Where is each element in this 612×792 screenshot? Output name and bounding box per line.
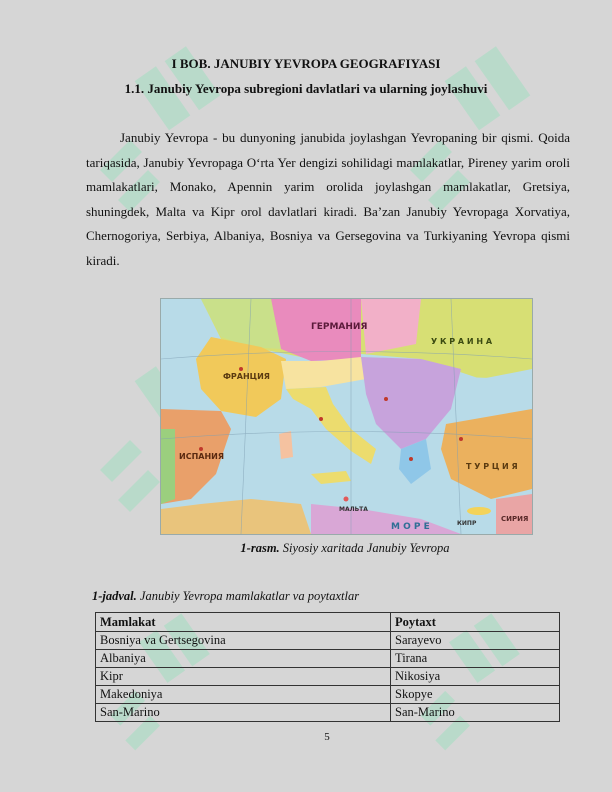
table-row (96, 704, 560, 722)
figure-caption (0, 541, 612, 556)
table-row (96, 668, 560, 686)
cell-country: Kipr (96, 668, 391, 686)
map-label-ukraine: У К Р А И Н А (431, 337, 493, 346)
section-heading: 1.1. Janubiy Yevropa subregioni davlatlari va ularning joylashuvi (124, 81, 488, 96)
table-caption (92, 589, 359, 604)
syria-region (496, 494, 532, 534)
figure-label: 1-rasm. (240, 541, 280, 555)
cell-capital: San-Marino (391, 704, 560, 722)
cell-capital: Tirana (391, 650, 560, 668)
cyprus-island (467, 507, 491, 515)
chapter-heading: I BOB. JANUBIY YEVROPA GEOGRAFIYASI (171, 56, 441, 71)
map-label-syria: СИРИЯ (501, 515, 529, 523)
sardinia-island (279, 431, 293, 459)
map-label-sea: М О Р Е (391, 522, 430, 532)
countries-capitals-table (95, 612, 560, 722)
map-label-cyprus: КИПР (457, 520, 477, 527)
malta-island (344, 497, 349, 502)
map-illustration (161, 299, 532, 534)
header-country: Mamlakat (96, 613, 391, 632)
portugal-region (161, 429, 175, 504)
cell-capital: Sarayevo (391, 632, 560, 650)
table-row (96, 686, 560, 704)
cell-country: Bosniya va Gertsegovina (96, 632, 391, 650)
map-label-spain: ИСПАНИЯ (179, 452, 225, 461)
cell-country: Albaniya (96, 650, 391, 668)
table-caption-text: Janubiy Yevropa mamlakatlar va poytaxtlar (139, 589, 360, 603)
map-label-germany: ГЕРМАНИЯ (311, 322, 368, 332)
page-number: 5 (324, 731, 330, 743)
political-map-figure (160, 298, 533, 535)
map-label-malta: МАЛЬТА (339, 506, 368, 513)
body-paragraph: Janubiy Yevropa - bu dunyoning janubida joylashgan Yevropaning bir qismi. Qoida tariqasida, Janubiy Yevropaga O‘rta Yer dengizi sohilidagi mamlakatlar, Pireney yarim oroli mamlakatlari, Monako, Apennin yarim orolida joylashgan mamlakatlar, Gretsiya, shuningdek, Malta va Kipr orol davlatlari kiradi. Ba’zan Janubiy Yevropaga Xorvatiya, Chernogoriya, Serbiya, Albaniya, Bosniya va Gersegovina va Turkiyaning Yevropa qismi kiradi. (86, 130, 570, 268)
cell-country: Makedoniya (96, 686, 391, 704)
header-capital: Poytaxt (391, 613, 560, 632)
cell-capital: Nikosiya (391, 668, 560, 686)
map-label-turkey: Т У Р Ц И Я (466, 462, 518, 471)
figure-caption-text: Siyosiy xaritada Janubiy Yevropa (282, 541, 450, 555)
cell-capital: Skopye (391, 686, 560, 704)
map-label-france: ФРАНЦИЯ (223, 372, 270, 381)
table-header-row (96, 613, 560, 632)
table-row (96, 650, 560, 668)
table-row (96, 632, 560, 650)
table-label: 1-jadval. (92, 589, 137, 603)
cell-country: San-Marino (96, 704, 391, 722)
